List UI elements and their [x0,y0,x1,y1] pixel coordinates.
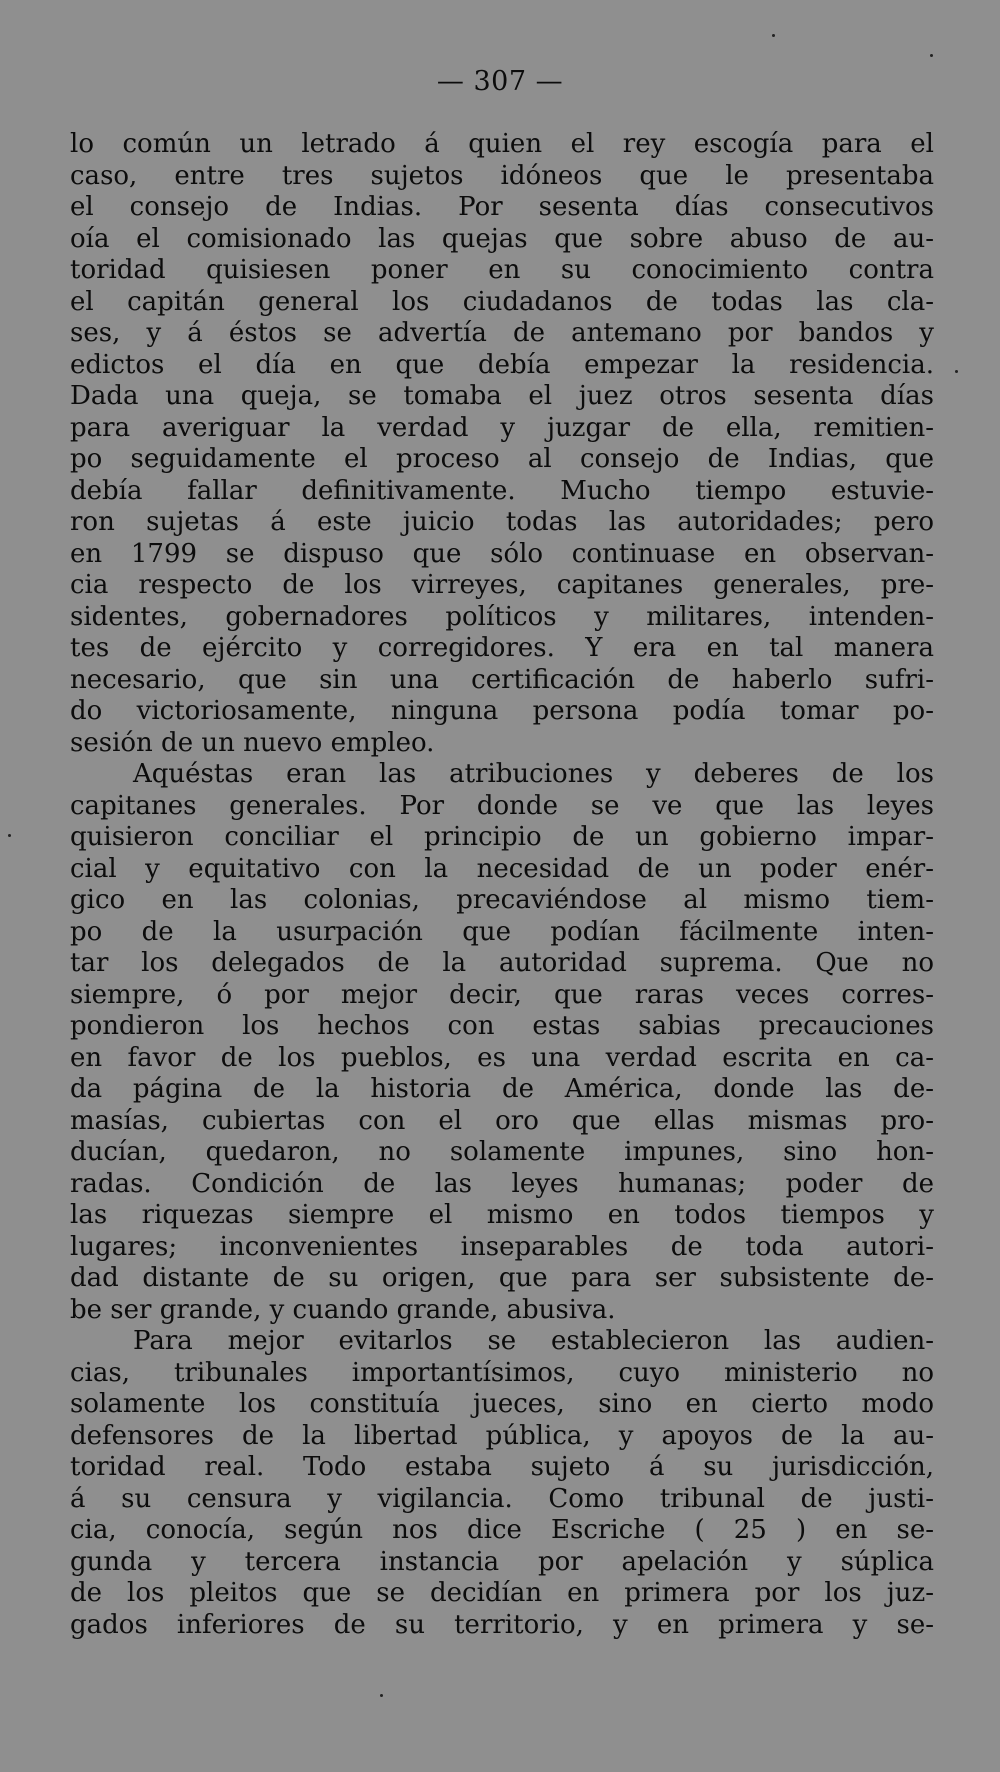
text-line: Dada una queja, se tomaba el juez otros sesenta días [70,381,934,411]
body-text [70,129,934,1641]
text-line: pondieron los hechos con estas sabias precauciones [70,1011,934,1041]
text-line: lugares; inconvenientes inseparables de toda autori- [70,1231,934,1262]
text-line: quisieron conciliar el principio de un gobierno impar- [70,822,934,852]
text-line: radas. Condición de las leyes humanas; poder de [70,1168,934,1199]
text-line: toridad real. Todo estaba sujeto á su jurisdicción, [70,1452,934,1482]
scan-speck [772,34,775,37]
text-line: caso, entre tres sujetos idóneos que le presentaba [70,160,934,191]
text-line: ses, y á éstos se advertía de antemano por bandos y [70,318,934,348]
text-line: capitanes generales. Por donde se ve que las leyes [70,790,934,821]
text-line: cia respecto de los virreyes, capitanes generales, pre- [70,570,934,600]
text-line: ducían, quedaron, no solamente impunes, sino hon- [70,1137,934,1167]
text-line: po de la usurpación que podían fácilmente inten- [70,916,934,947]
text-line: da página de la historia de América, donde las de- [70,1074,934,1104]
text-line: solamente los constituía jueces, sino en cierto modo [70,1389,934,1419]
text-line: ron sujetas á este juicio todas las autoridades; pero [70,507,934,537]
text-line: cia, conocía, según nos dice Escriche ( 25 ) en se- [70,1515,934,1545]
text-line: para averiguar la verdad y juzgar de ella, remitien- [70,412,934,443]
text-line: el capitán general los ciudadanos de todas las cla- [70,286,934,317]
text-line: defensores de la libertad pública, y apoyos de la au- [70,1420,934,1451]
text-line: debía fallar definitivamente. Mucho tiempo estuvie- [70,475,934,506]
text-line: cial y equitativo con la necesidad de un poder enér- [70,853,934,884]
text-line: en 1799 se dispuso que sólo continuase en observan- [70,538,934,569]
text-line: tar los delegados de la autoridad suprema. Que no [70,948,934,978]
scan-speck [380,1694,383,1697]
text-line: cias, tribunales importantísimos, cuyo ministerio no [70,1357,934,1388]
text-line: siempre, ó por mejor decir, que raras veces corres- [70,979,934,1010]
text-line: toridad quisiesen poner en su conocimiento contra [70,255,934,285]
text-line: á su censura y vigilancia. Como tribunal de justi- [70,1483,934,1514]
text-line: el consejo de Indias. Por sesenta días consecutivos [70,192,934,222]
paragraph-start-line: Aquéstas eran las atribuciones y deberes de los [133,759,934,789]
text-line: do victoriosamente, ninguna persona podía tomar po- [70,696,934,726]
page-number: — 307 — [436,66,564,97]
scan-speck [8,834,11,837]
text-line: gados inferiores de su territorio, y en primera y se- [70,1609,934,1640]
text-line: oía el comisionado las quejas que sobre abuso de au- [70,223,934,254]
text-line: dad distante de su origen, que para ser subsistente de- [70,1263,934,1293]
paragraph-start-line: Para mejor evitarlos se establecieron las audien- [133,1326,934,1356]
text-line: lo común un letrado á quien el rey escogía para el [70,129,934,159]
paragraph-end-line: sesión de un nuevo empleo. [70,727,435,758]
text-line: tes de ejército y corregidores. Y era en tal manera [70,633,934,663]
text-line: edictos el día en que debía empezar la residencia. [70,349,934,380]
text-line: masías, cubiertas con el oro que ellas mismas pro- [70,1105,934,1136]
text-line: sidentes, gobernadores políticos y militares, intenden- [70,601,934,632]
text-line: de los pleitos que se decidían en primera por los juz- [70,1578,934,1608]
text-line: necesario, que sin una certificación de haberlo sufri- [70,664,934,695]
text-line: gico en las colonias, precaviéndose al mismo tiem- [70,885,934,915]
text-line: po seguidamente el proceso al consejo de Indias, que [70,444,934,474]
text-line: gunda y tercera instancia por apelación y súplica [70,1546,934,1577]
paragraph-end-line: be ser grande, y cuando grande, abusiva. [70,1294,616,1325]
scan-speck [955,370,958,373]
text-line: las riquezas siempre el mismo en todos tiempos y [70,1200,934,1230]
text-line: en favor de los pueblos, es una verdad escrita en ca- [70,1042,934,1073]
scan-speck [930,54,933,57]
